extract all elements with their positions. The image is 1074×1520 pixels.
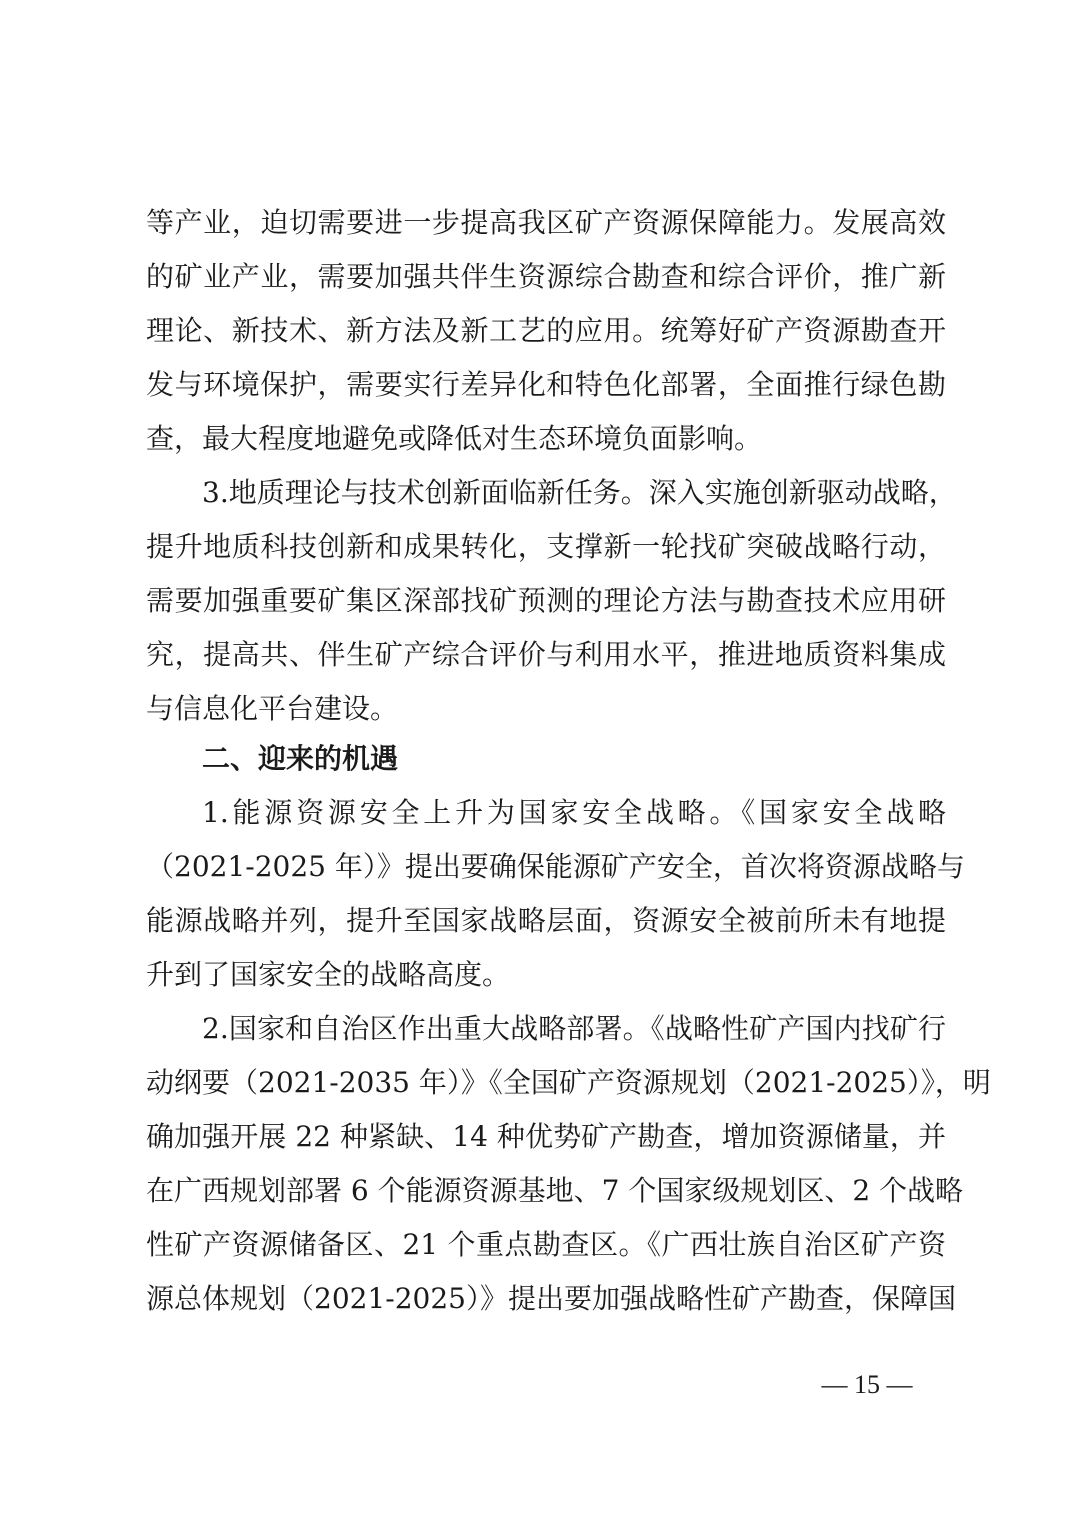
paragraph-line: 确加强开展 22 种紧缺、14 种优势矿产勘查，增加资源储量，并	[146, 1120, 946, 1153]
paragraph-line: 1.能源资源安全上升为国家安全战略。《国家安全战略	[202, 796, 946, 829]
section-heading: 二、迎来的机遇	[202, 742, 399, 775]
paragraph-line: 理论、新技术、新方法及新工艺的应用。统筹好矿产资源勘查开	[146, 314, 946, 347]
paragraph-line: 等产业，迫切需要进一步提高我区矿产资源保障能力。发展高效	[146, 206, 946, 239]
paragraph-line: （2021-2025 年）》提出要确保能源矿产安全，首次将资源战略与	[146, 850, 965, 883]
paragraph-line: 的矿业产业，需要加强共伴生资源综合勘查和综合评价，推广新	[146, 260, 946, 293]
paragraph-line: 能源战略并列，提升至国家战略层面，资源安全被前所未有地提	[146, 904, 946, 937]
paragraph-line: 需要加强重要矿集区深部找矿预测的理论方法与勘查技术应用研	[146, 584, 946, 617]
paragraph-line: 性矿产资源储备区、21 个重点勘查区。《广西壮族自治区矿产资	[146, 1228, 946, 1261]
paragraph-line: 查，最大程度地避免或降低对生态环境负面影响。	[146, 422, 763, 455]
paragraph-line: 2.国家和自治区作出重大战略部署。《战略性矿产国内找矿行	[202, 1012, 946, 1045]
paragraph-line: 究，提高共、伴生矿产综合评价与利用水平，推进地质资料集成	[146, 638, 946, 671]
paragraph-line: 提升地质科技创新和成果转化，支撑新一轮找矿突破战略行动，	[146, 530, 946, 563]
paragraph-line: 3.地质理论与技术创新面临新任务。深入实施创新驱动战略，	[202, 476, 957, 509]
paragraph-line: 升到了国家安全的战略高度。	[146, 958, 511, 991]
paragraph-line: 动纲要（2021-2035 年）》《全国矿产资源规划（2021-2025）》，明	[146, 1066, 991, 1099]
paragraph-line: 在广西规划部署 6 个能源资源基地、7 个国家级规划区、2 个战略	[146, 1174, 964, 1207]
paragraph-line: 与信息化平台建设。	[146, 692, 399, 725]
page-number: — 15 —	[821, 1370, 913, 1399]
paragraph-line: 源总体规划（2021-2025）》提出要加强战略性矿产勘查，保障国	[146, 1282, 956, 1315]
paragraph-line: 发与环境保护，需要实行差异化和特色化部署，全面推行绿色勘	[146, 368, 946, 401]
